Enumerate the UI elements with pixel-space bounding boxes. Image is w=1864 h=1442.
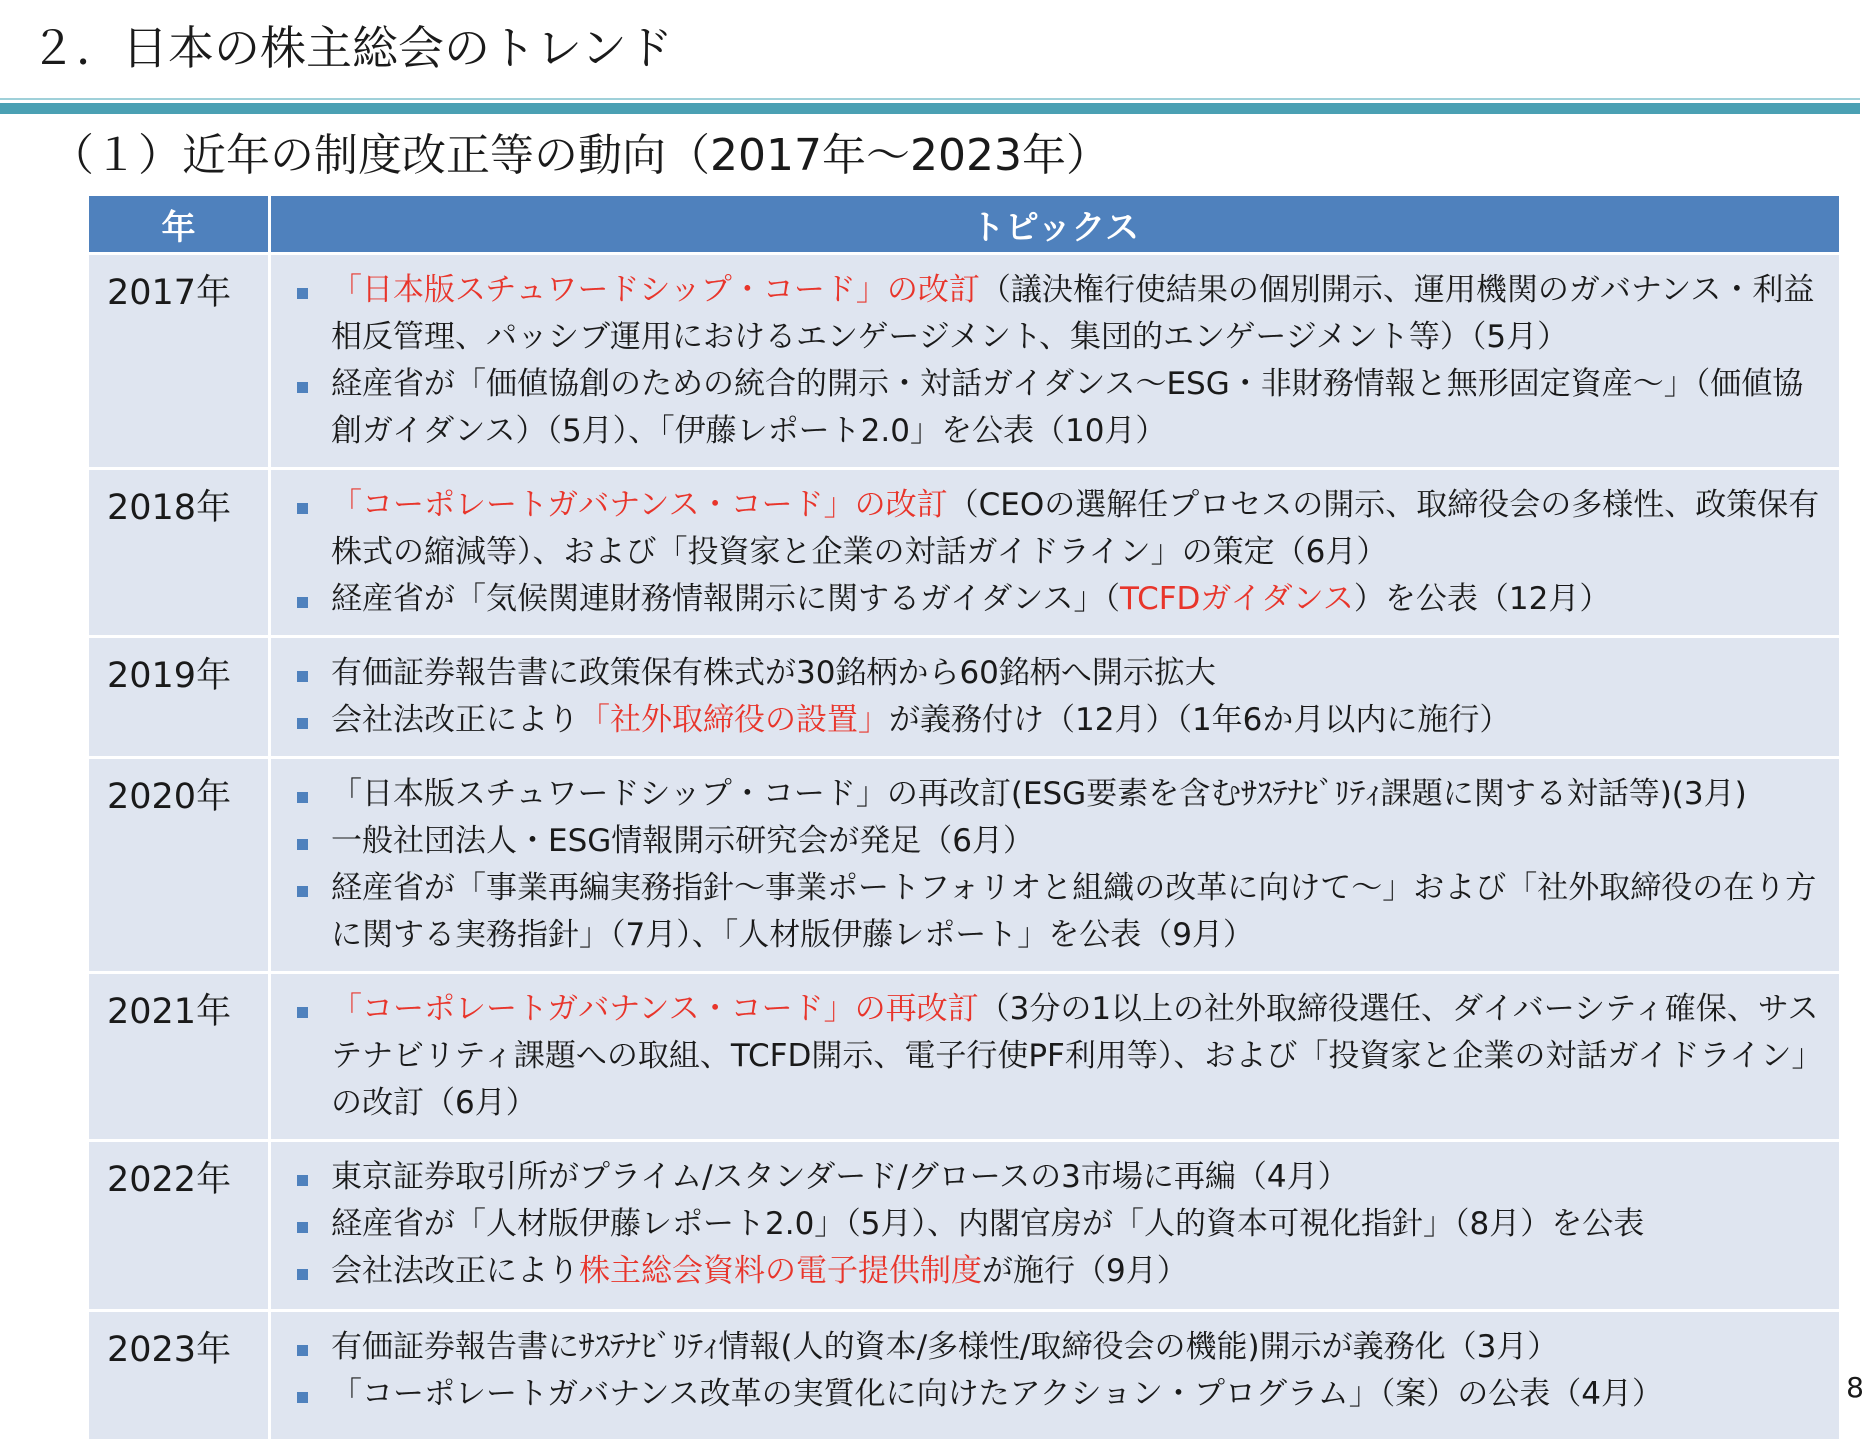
square-bullet-icon — [297, 671, 308, 682]
topic-item — [89, 986, 1833, 1127]
topic-item — [89, 1154, 1833, 1201]
year-cell: 2018年 — [88, 469, 270, 637]
topic-text: （CEOの選解任プロセスの開示、取締役会の多様性、政策保有株式の縮減等）、および「投資家と企業の対話ガイドライン」の策定（6月） — [331, 487, 1820, 570]
table-row — [88, 637, 1841, 758]
square-bullet-icon — [297, 597, 308, 608]
topic-text: 経産省が「事業再編実務指針～事業ポートフォリオと組織の改革に向けて～」および「社外取締役の在り方に関する実務指針」（7月）、「人材版伊藤レポート」を公表（9月） — [331, 870, 1817, 953]
topic-text: 経産省が「価値協創のための統合的開示・対話ガイダンス～ESG・非財務情報と無形固定資産～」（価値協創ガイダンス）（5月）、「伊藤レポート2.0」を公表（10月） — [331, 366, 1804, 449]
topic-highlight: TCFDガイダンス — [1119, 581, 1354, 617]
topic-highlight: 「社外取締役の設置」 — [579, 702, 889, 738]
year-cell: 2020年 — [88, 758, 270, 973]
topic-text: 「日本版スチュワードシップ・コード」の再改訂(ESG要素を含むｻｽﾃﾅﾋﾞﾘﾃｨ課題に関する対話等)(3月) — [331, 776, 1747, 812]
topic-item — [89, 361, 1833, 455]
topic-item — [89, 576, 1833, 623]
square-bullet-icon — [297, 839, 308, 850]
topics-cell — [270, 758, 1841, 973]
square-bullet-icon — [297, 503, 308, 514]
square-bullet-icon — [297, 1175, 308, 1186]
topic-highlight: 株主総会資料の電子提供制度 — [579, 1253, 982, 1289]
title-divider-thin — [0, 98, 1860, 100]
topic-item — [89, 1324, 1833, 1371]
table-row — [88, 469, 1841, 637]
topic-text: 「コーポレートガバナンス改革の実質化に向けたアクション・プログラム」（案）の公表（4月） — [331, 1376, 1663, 1412]
topic-text-post: ）を公表（12月） — [1353, 581, 1611, 617]
table-row — [88, 254, 1841, 469]
table-row — [88, 1141, 1841, 1311]
table-row — [88, 758, 1841, 973]
square-bullet-icon — [297, 1222, 308, 1233]
topic-item — [89, 865, 1833, 959]
topics-cell — [270, 637, 1841, 758]
trend-table — [86, 193, 1842, 1442]
year-cell: 2023年 — [88, 1311, 270, 1441]
year-cell: 2021年 — [88, 973, 270, 1141]
topic-item — [89, 818, 1833, 865]
year-cell: 2017年 — [88, 254, 270, 469]
square-bullet-icon — [297, 288, 308, 299]
topic-item — [89, 1201, 1833, 1248]
topics-cell — [270, 1141, 1841, 1311]
title-divider — [0, 103, 1860, 114]
header-year: 年 — [88, 195, 270, 254]
topics-cell — [270, 973, 1841, 1141]
square-bullet-icon — [297, 1269, 308, 1280]
topics-cell — [270, 469, 1841, 637]
topic-item — [89, 697, 1833, 744]
topic-text-post: が施行（9月） — [982, 1253, 1188, 1289]
topic-item — [89, 482, 1833, 576]
section-heading: （１）近年の制度改正等の動向（2017年～2023年） — [50, 130, 1110, 181]
topic-item — [89, 267, 1833, 361]
topics-cell — [270, 1311, 1841, 1441]
topic-item — [89, 771, 1833, 818]
table-header-row — [88, 195, 1841, 254]
topic-text-pre: 会社法改正により — [331, 702, 579, 738]
year-cell: 2022年 — [88, 1141, 270, 1311]
year-cell: 2019年 — [88, 637, 270, 758]
square-bullet-icon — [297, 1345, 308, 1356]
header-topics: トピックス — [270, 195, 1841, 254]
topic-item — [89, 650, 1833, 697]
square-bullet-icon — [297, 718, 308, 729]
topic-item — [89, 1371, 1833, 1418]
topic-highlight: 「コーポレートガバナンス・コード」の再改訂 — [331, 991, 979, 1027]
topic-text: 有価証券報告書に政策保有株式が30銘柄から60銘柄へ開示拡大 — [331, 655, 1216, 691]
topic-text-post: が義務付け（12月）（1年6か月以内に施行） — [889, 702, 1511, 738]
topic-highlight: 「日本版スチュワードシップ・コード」の改訂 — [331, 272, 980, 308]
square-bullet-icon — [297, 1007, 308, 1018]
topics-cell — [270, 254, 1841, 469]
topic-highlight: 「コーポレートガバナンス・コード」の改訂 — [331, 487, 948, 523]
topic-item — [89, 1248, 1833, 1295]
topic-text: 有価証券報告書にｻｽﾃﾅﾋﾞﾘﾃｨ情報(人的資本/多様性/取締役会の機能)開示が義務化（3月） — [331, 1329, 1559, 1365]
topic-text: （3分の1以上の社外取締役選任、ダイバーシティ確保、サステナビリティ課題への取組、TCFD開示、電子行使PF利用等）、および「投資家と企業の対話ガイドライン」の改訂（6月） — [331, 991, 1823, 1121]
topic-text-pre: 会社法改正により — [331, 1253, 579, 1289]
topic-text: 東京証券取引所がプライム/スタンダード/グロースの3市場に再編（4月） — [331, 1159, 1349, 1195]
square-bullet-icon — [297, 1392, 308, 1403]
slide-title: ２．日本の株主総会のトレンド — [30, 21, 673, 75]
topic-text-pre: 経産省が「気候関連財務情報開示に関するガイダンス」（ — [331, 581, 1120, 617]
square-bullet-icon — [297, 886, 308, 897]
square-bullet-icon — [297, 792, 308, 803]
topic-text: 一般社団法人・ESG情報開示研究会が発足（6月） — [331, 823, 1035, 859]
table-row — [88, 1311, 1841, 1441]
square-bullet-icon — [297, 382, 308, 393]
page-number: 8 — [1846, 1371, 1864, 1404]
table-row — [88, 973, 1841, 1141]
topic-text: 経産省が「人材版伊藤レポート2.0」（5月）、内閣官房が「人的資本可視化指針」（8月）を公表 — [331, 1206, 1645, 1242]
topic-text: （議決権行使結果の個別開示、運用機関のガバナンス・利益相反管理、パッシブ運用におけるエンゲージメント、集団的エンゲージメント等）（5月） — [331, 272, 1815, 355]
